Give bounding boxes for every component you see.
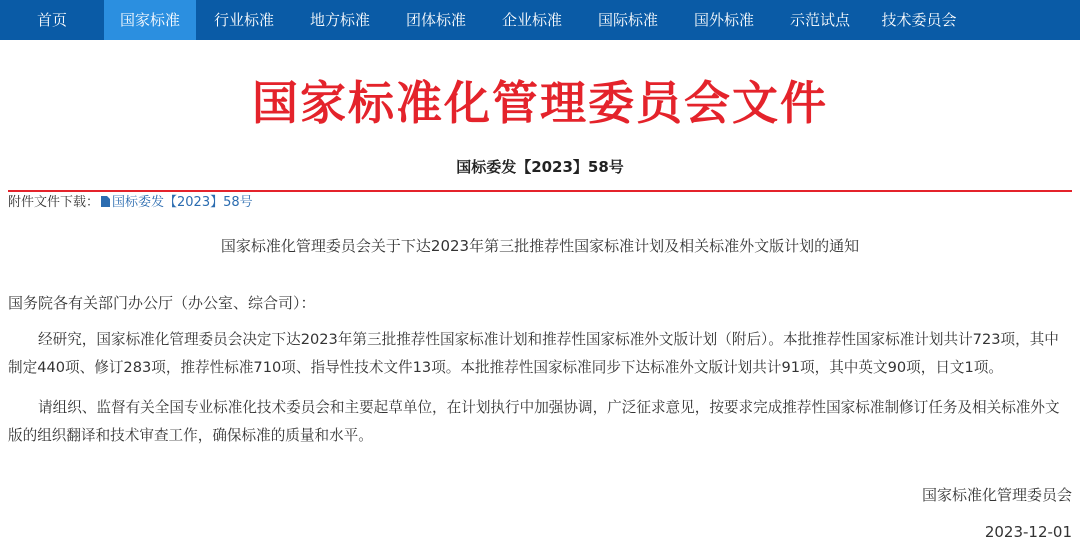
nav-item-demonstration-pilots[interactable]: 示范试点 bbox=[789, 11, 850, 29]
nav-item-foreign-standards[interactable]: 国外标准 bbox=[693, 11, 754, 29]
nav-item-local-standards[interactable]: 地方标准 bbox=[309, 11, 370, 29]
signer: 国家标准化管理委员会 bbox=[921, 486, 1072, 504]
nav-item-home[interactable]: 首页 bbox=[36, 11, 67, 29]
nav-item-enterprise-standards[interactable]: 企业标准 bbox=[501, 11, 562, 29]
attachment-download-link[interactable] bbox=[99, 195, 253, 210]
attachment-row bbox=[8, 194, 253, 212]
nav-item-group-standards[interactable]: 团体标准 bbox=[405, 11, 466, 29]
salutation: 国务院各有关部门办公厅（办公室、综合司）： bbox=[8, 294, 316, 312]
document-icon bbox=[101, 196, 110, 207]
signature-date: 2023-12-01 bbox=[984, 523, 1072, 541]
nav-item-industry-standards[interactable]: 行业标准 bbox=[213, 11, 274, 29]
document-title: 国家标准化管理委员会文件 bbox=[252, 76, 828, 130]
attachment-link-text: 国标委发【2023】58号 bbox=[112, 195, 253, 210]
body-paragraph-2: 请组织、监督有关全国专业标准化技术委员会和主要起草单位，在计划执行中加强协调，广泛征求意见，按要求完成推荐性国家标准制修订任务及相关标准外文版的组织翻译和技术审查工作，确保标准的质量和水平。 bbox=[8, 399, 1060, 444]
attachment-label: 附件文件下载： bbox=[8, 195, 100, 210]
body-paragraph-1: 经研究，国家标准化管理委员会决定下达2023年第三批推荐性国家标准计划和推荐性国家标准外文版计划（附后）。本批推荐性国家标准计划共计723项，其中制定440项、修订283项，推荐性标准710项、指导性技术文件13项。本批推荐性国家标准同步下达标准外文版计划共计91项，其中英文90项，日文1项。 bbox=[8, 331, 1059, 376]
nav-item-technical-committees[interactable]: 技术委员会 bbox=[881, 11, 957, 29]
nav-item-international-standards[interactable]: 国际标准 bbox=[597, 11, 658, 29]
nav-item-national-standards[interactable]: 国家标准 bbox=[104, 0, 196, 40]
top-nav-bar bbox=[0, 0, 1080, 40]
document-number: 国标委发【2023】58号 bbox=[456, 158, 624, 176]
notice-subject: 国家标准化管理委员会关于下达2023年第三批推荐性国家标准计划及相关标准外文版计划的通知 bbox=[220, 237, 860, 255]
red-divider bbox=[8, 190, 1072, 192]
